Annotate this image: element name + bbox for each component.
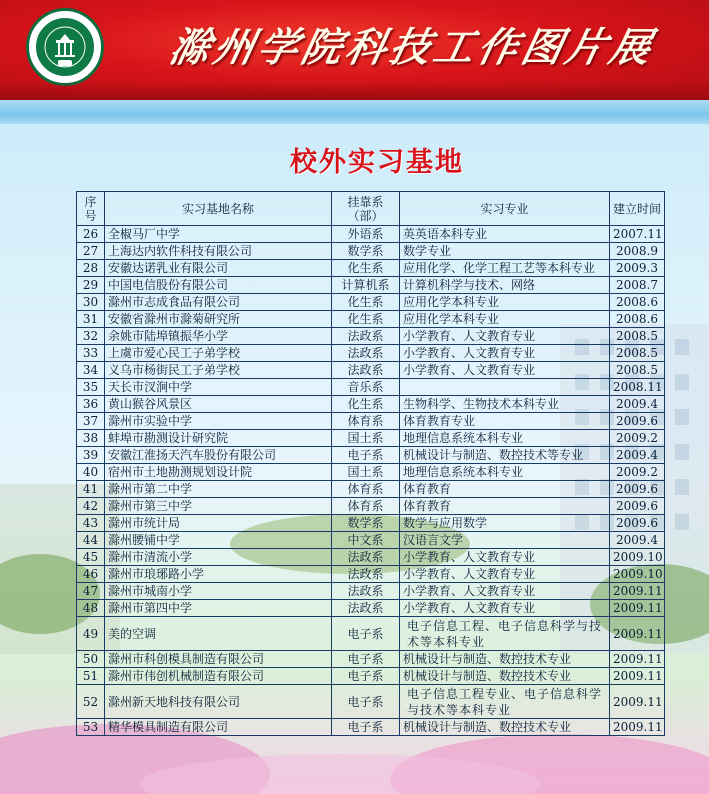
university-logo: [26, 8, 104, 86]
table-row: [77, 566, 665, 583]
major: 汉语言文学: [400, 532, 610, 549]
major: 小学教育、人文教育专业: [400, 549, 610, 566]
base-name: 滁州市志成食品有限公司: [105, 294, 332, 311]
major: [400, 379, 610, 396]
row-number: 40: [77, 464, 105, 481]
row-number: 42: [77, 498, 105, 515]
base-name: 黄山猴谷风景区: [105, 396, 332, 413]
established-date: 2009.11: [610, 651, 665, 668]
base-name: 天长市汊涧中学: [105, 379, 332, 396]
page-title: 校外实习基地: [290, 147, 464, 178]
department: 法政系: [332, 328, 400, 345]
established-date: 2009.11: [610, 685, 665, 719]
table-row: [77, 481, 665, 498]
major: 小学教育、人文教育专业: [400, 566, 610, 583]
major: 体育教育: [400, 481, 610, 498]
department: 电子系: [332, 651, 400, 668]
major: 体育教育专业: [400, 413, 610, 430]
established-date: 2009.6: [610, 413, 665, 430]
base-name: 蚌埠市勘测设计研究院: [105, 430, 332, 447]
established-date: 2008.7: [610, 277, 665, 294]
major: 机械设计与制造、数控技术专业: [400, 719, 610, 736]
table-row: [77, 464, 665, 481]
table-row: [77, 260, 665, 277]
table-row: [77, 447, 665, 464]
department: 体育系: [332, 498, 400, 515]
major: 体育教育: [400, 498, 610, 515]
table-row: [77, 549, 665, 566]
base-name: 滁州市实验中学: [105, 413, 332, 430]
table-row: [77, 532, 665, 549]
established-date: 2008.5: [610, 345, 665, 362]
major: 机械设计与制造、数控技术专业: [400, 651, 610, 668]
table-row: [77, 668, 665, 685]
header-dept: 挂靠系（部）: [332, 192, 400, 226]
table-row: [77, 583, 665, 600]
header-date: 建立时间: [610, 192, 665, 226]
banner-stripe: [0, 100, 709, 124]
department: 电子系: [332, 668, 400, 685]
major: 数学专业: [400, 243, 610, 260]
department: 电子系: [332, 719, 400, 736]
department: 化生系: [332, 260, 400, 277]
header-name: 实习基地名称: [105, 192, 332, 226]
major: 小学教育、人文教育专业: [400, 328, 610, 345]
row-number: 26: [77, 226, 105, 243]
major: 机械设计与制造、数控技术等专业: [400, 447, 610, 464]
table-row: [77, 396, 665, 413]
table-row: [77, 685, 665, 719]
row-number: 52: [77, 685, 105, 719]
established-date: 2008.5: [610, 328, 665, 345]
established-date: 2009.6: [610, 498, 665, 515]
table-row: [77, 277, 665, 294]
base-name: 滁州市伟创机械制造有限公司: [105, 668, 332, 685]
major: 小学教育、人文教育专业: [400, 362, 610, 379]
established-date: 2009.11: [610, 719, 665, 736]
major: 机械设计与制造、数控技术专业: [400, 668, 610, 685]
major: 地理信息系统本科专业: [400, 430, 610, 447]
table-row: [77, 379, 665, 396]
department: 音乐系: [332, 379, 400, 396]
base-name: 滁州市统计局: [105, 515, 332, 532]
row-number: 31: [77, 311, 105, 328]
base-name: 滁州市琅琊路小学: [105, 566, 332, 583]
established-date: 2008.6: [610, 294, 665, 311]
header-banner: [0, 0, 709, 100]
row-number: 48: [77, 600, 105, 617]
row-number: 33: [77, 345, 105, 362]
established-date: 2009.4: [610, 396, 665, 413]
major: 应用化学本科专业: [400, 294, 610, 311]
department: 体育系: [332, 481, 400, 498]
major: 生物科学、生物技术本科专业: [400, 396, 610, 413]
table-row: [77, 600, 665, 617]
row-number: 35: [77, 379, 105, 396]
table-row: [77, 226, 665, 243]
base-name: 全椒马厂中学: [105, 226, 332, 243]
department: 化生系: [332, 294, 400, 311]
major: 电子信息工程专业、电子信息科学与技术等本科专业: [400, 685, 610, 719]
department: 国土系: [332, 464, 400, 481]
header-no: 序号: [77, 192, 105, 226]
row-number: 51: [77, 668, 105, 685]
row-number: 49: [77, 617, 105, 651]
department: 法政系: [332, 345, 400, 362]
base-name: 中国电信股份有限公司: [105, 277, 332, 294]
established-date: 2009.3: [610, 260, 665, 277]
established-date: 2007.11: [610, 226, 665, 243]
major: 小学教育、人文教育专业: [400, 600, 610, 617]
table-row: [77, 294, 665, 311]
base-name: 上虞市爱心民工子弟学校: [105, 345, 332, 362]
table-row: [77, 345, 665, 362]
department: 法政系: [332, 362, 400, 379]
row-number: 39: [77, 447, 105, 464]
established-date: 2009.6: [610, 481, 665, 498]
major: 计算机科学与技术、网络: [400, 277, 610, 294]
established-date: 2008.11: [610, 379, 665, 396]
department: 数学系: [332, 243, 400, 260]
row-number: 28: [77, 260, 105, 277]
department: 法政系: [332, 549, 400, 566]
established-date: 2008.9: [610, 243, 665, 260]
major: 小学教育、人文教育专业: [400, 583, 610, 600]
department: 法政系: [332, 583, 400, 600]
table-row: [77, 430, 665, 447]
established-date: 2009.4: [610, 447, 665, 464]
established-date: 2008.6: [610, 311, 665, 328]
base-name: 滁州市城南小学: [105, 583, 332, 600]
department: 体育系: [332, 413, 400, 430]
table-row: [77, 243, 665, 260]
department: 法政系: [332, 566, 400, 583]
table-row: [77, 651, 665, 668]
base-name: 滁州腰铺中学: [105, 532, 332, 549]
base-name: 滁州新天地科技有限公司: [105, 685, 332, 719]
department: 外语系: [332, 226, 400, 243]
row-number: 34: [77, 362, 105, 379]
row-number: 47: [77, 583, 105, 600]
row-number: 44: [77, 532, 105, 549]
department: 数学系: [332, 515, 400, 532]
row-number: 30: [77, 294, 105, 311]
major: 小学教育、人文教育专业: [400, 345, 610, 362]
table-row: [77, 328, 665, 345]
base-name: 安徽达诺乳业有限公司: [105, 260, 332, 277]
base-name: 滁州市科创模具制造有限公司: [105, 651, 332, 668]
base-name: 安徽江淮扬天汽车股份有限公司: [105, 447, 332, 464]
major: 数学与应用数学: [400, 515, 610, 532]
banner-title: 滁州学院科技工作图片展: [165, 24, 660, 71]
table-row: [77, 311, 665, 328]
base-name: 余姚市陆埠镇振华小学: [105, 328, 332, 345]
major: 电子信息工程、电子信息科学与技术等本科专业: [400, 617, 610, 651]
table-row: [77, 617, 665, 651]
department: 计算机系: [332, 277, 400, 294]
row-number: 43: [77, 515, 105, 532]
row-number: 41: [77, 481, 105, 498]
row-number: 37: [77, 413, 105, 430]
established-date: 2009.10: [610, 566, 665, 583]
established-date: 2009.10: [610, 549, 665, 566]
table-row: [77, 719, 665, 736]
department: 电子系: [332, 685, 400, 719]
base-name: 安徽省滁州市滁菊研究所: [105, 311, 332, 328]
table-header-row: [77, 192, 665, 226]
row-number: 53: [77, 719, 105, 736]
internship-bases-table: [76, 191, 665, 736]
established-date: 2009.11: [610, 583, 665, 600]
department: 法政系: [332, 600, 400, 617]
established-date: 2009.11: [610, 600, 665, 617]
row-number: 27: [77, 243, 105, 260]
row-number: 46: [77, 566, 105, 583]
base-name: 美的空调: [105, 617, 332, 651]
row-number: 45: [77, 549, 105, 566]
base-name: 滁州市清流小学: [105, 549, 332, 566]
base-name: 滁州市第四中学: [105, 600, 332, 617]
base-name: 滁州市第二中学: [105, 481, 332, 498]
major: 地理信息系统本科专业: [400, 464, 610, 481]
table-row: [77, 362, 665, 379]
header-major: 实习专业: [400, 192, 610, 226]
major: 应用化学本科专业: [400, 311, 610, 328]
table-row: [77, 413, 665, 430]
department: 化生系: [332, 396, 400, 413]
base-name: 宿州市土地勘测规划设计院: [105, 464, 332, 481]
base-name: 义乌市杨街民工子弟学校: [105, 362, 332, 379]
established-date: 2009.2: [610, 430, 665, 447]
row-number: 50: [77, 651, 105, 668]
department: 电子系: [332, 447, 400, 464]
established-date: 2008.5: [610, 362, 665, 379]
established-date: 2009.4: [610, 532, 665, 549]
department: 国土系: [332, 430, 400, 447]
department: 中文系: [332, 532, 400, 549]
established-date: 2009.11: [610, 668, 665, 685]
table-row: [77, 515, 665, 532]
department: 电子系: [332, 617, 400, 651]
table-body: [77, 226, 665, 736]
row-number: 38: [77, 430, 105, 447]
department: 化生系: [332, 311, 400, 328]
established-date: 2009.2: [610, 464, 665, 481]
row-number: 32: [77, 328, 105, 345]
row-number: 29: [77, 277, 105, 294]
base-name: 滁州市第三中学: [105, 498, 332, 515]
established-date: 2009.11: [610, 617, 665, 651]
major: 英英语本科专业: [400, 226, 610, 243]
table-row: [77, 498, 665, 515]
major: 应用化学、化学工程工艺等本科专业: [400, 260, 610, 277]
base-name: 精华模具制造有限公司: [105, 719, 332, 736]
row-number: 36: [77, 396, 105, 413]
base-name: 上海达内软件科技有限公司: [105, 243, 332, 260]
established-date: 2009.6: [610, 515, 665, 532]
